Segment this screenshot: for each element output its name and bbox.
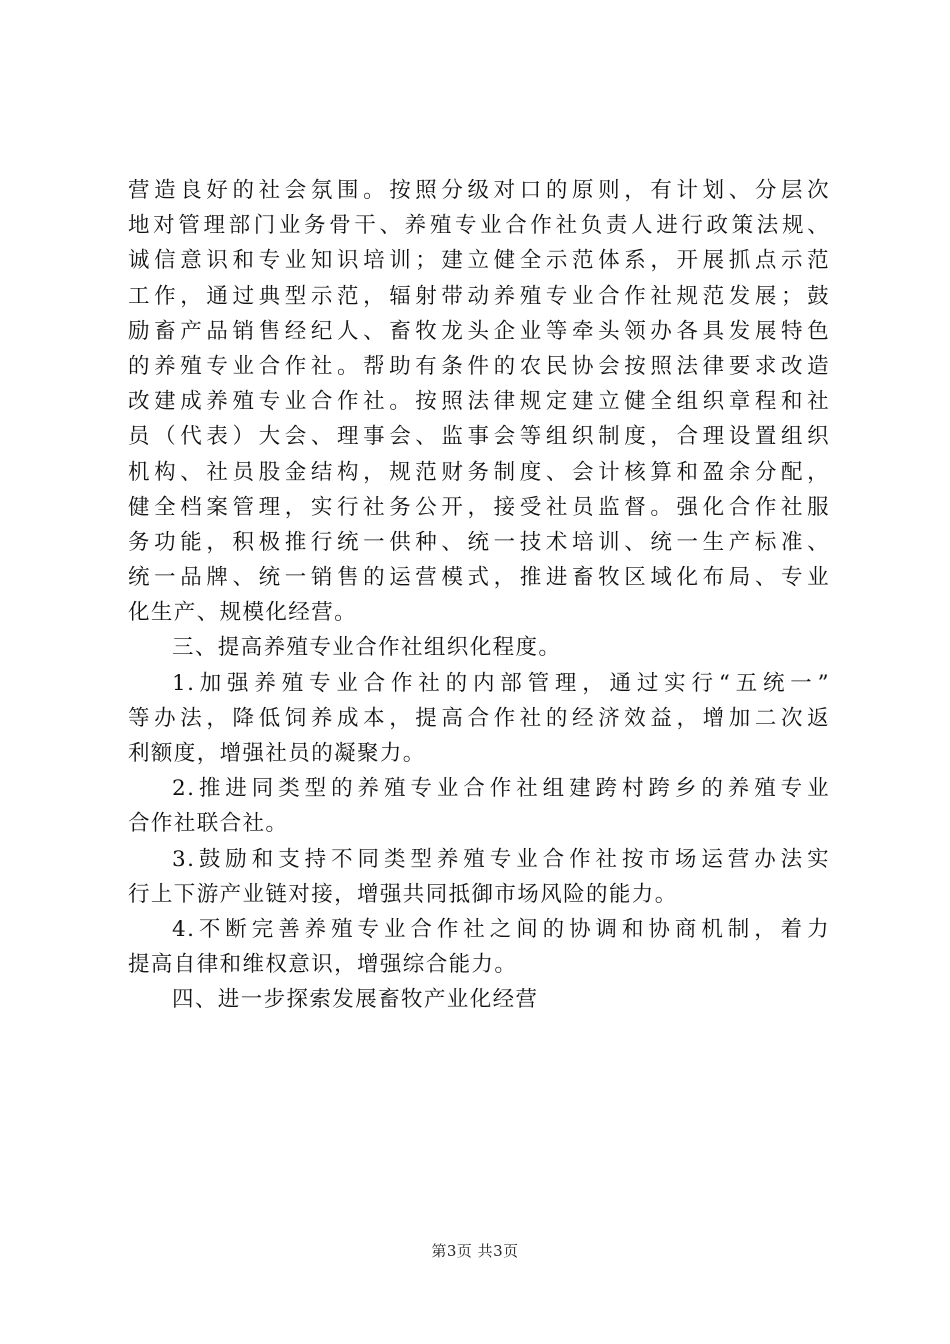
paragraph-line: 机构、社员股金结构，规范财务制度、会计核算和盈余分配， bbox=[128, 459, 830, 485]
paragraph-line: 健全档案管理，实行社务公开，接受社员监督。强化合作社服 bbox=[128, 494, 830, 520]
document-body bbox=[128, 173, 830, 1018]
list-item-line: 4.不断完善养殖专业合作社之间的协调和协商机制，着力 bbox=[172, 916, 830, 942]
list-item-line: 3.鼓励和支持不同类型养殖专业合作社按市场运营办法实 bbox=[172, 846, 830, 872]
paragraph-line: 统一品牌、统一销售的运营模式，推进畜牧区域化布局、专业 bbox=[128, 565, 830, 591]
paragraph-line: 员（代表）大会、理事会、监事会等组织制度，合理设置组织 bbox=[128, 424, 830, 450]
section-heading: 三、提高养殖专业合作社组织化程度。 bbox=[172, 635, 562, 661]
paragraph-line: 诚信意识和专业知识培训；建立健全示范体系，开展抓点示范 bbox=[128, 248, 830, 274]
paragraph-line: 地对管理部门业务骨干、养殖专业合作社负责人进行政策法规、 bbox=[128, 213, 830, 239]
list-item-line: 利额度，增强社员的凝聚力。 bbox=[128, 741, 426, 766]
paragraph-line: 务功能，积极推行统一供种、统一技术培训、统一生产标准、 bbox=[128, 529, 830, 555]
page-number-footer: 第3页 共3页 bbox=[431, 1242, 519, 1260]
paragraph-line: 的养殖专业合作社。帮助有条件的农民协会按照法律要求改造 bbox=[128, 353, 830, 379]
list-item-line: 合作社联合社。 bbox=[128, 811, 289, 837]
list-item-line: 提高自律和维权意识，增强综合能力。 bbox=[128, 952, 518, 978]
section-heading: 四、进一步探索发展畜牧产业化经营 bbox=[172, 987, 539, 1013]
list-item-line: 等办法，降低饲养成本，提高合作社的经济效益，增加二次返 bbox=[128, 705, 830, 731]
list-item-line: 2.推进同类型的养殖专业合作社组建跨村跨乡的养殖专业 bbox=[172, 776, 830, 802]
paragraph-line: 改建成养殖专业合作社。按照法律规定建立健全组织章程和社 bbox=[128, 389, 830, 415]
list-item-line: 行上下游产业链对接，增强共同抵御市场风险的能力。 bbox=[128, 881, 678, 907]
paragraph-line: 励畜产品销售经纪人、畜牧龙头企业等牵头领办各具发展特色 bbox=[128, 318, 830, 344]
paragraph-line: 营造良好的社会氛围。按照分级对口的原则，有计划、分层次 bbox=[128, 178, 830, 203]
paragraph-line: 工作，通过典型示范，辐射带动养殖专业合作社规范发展；鼓 bbox=[128, 283, 830, 309]
paragraph-line: 化生产、规模化经营。 bbox=[128, 600, 358, 626]
list-item-line: 1.加强养殖专业合作社的内部管理，通过实行“五统一” bbox=[172, 670, 830, 696]
